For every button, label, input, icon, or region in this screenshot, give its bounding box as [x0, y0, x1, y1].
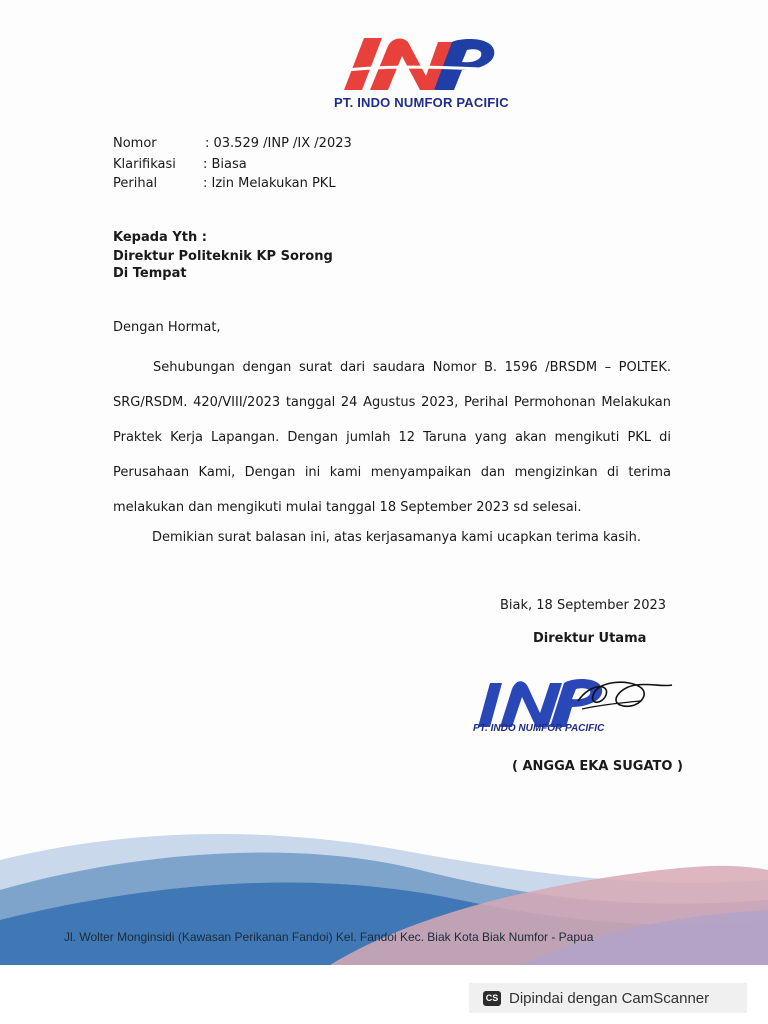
recipient-line-2: Direktur Politeknik KP Sorong [113, 249, 333, 264]
meta-row-klarifikasi [113, 157, 247, 172]
stamp-company-name: PT. INDO NUMFOR PACIFIC [473, 723, 605, 734]
meta-label: Nomor [113, 136, 157, 151]
meta-value: : Izin Melakukan PKL [203, 176, 336, 191]
meta-row-perihal [113, 176, 336, 191]
meta-label: Klarifikasi [113, 157, 176, 172]
meta-value: : 03.529 /INP /IX /2023 [205, 136, 352, 151]
recipient-line-1: Kepada Yth : [113, 230, 207, 245]
signatory-name: ( ANGGA EKA SUGATO ) [512, 759, 683, 774]
body-paragraph: Sehubungan dengan surat dari saudara Nomor B. 1596 /BRSDM – POLTEK. SRG/RSDM. 420/VIII/2023 tanggal 24 Agustus 2023, Perihal Permohonan Melakukan Praktek Kerja Lapangan. Dengan jumlah 12 Taruna yang akan mengikuti PKL di Perusahaan Kami, Dengan ini kami menyampaikan dan mengizinkan di terima melakukan dan mengikuti mulai tanggal 18 September 2023 sd selesai. [113, 360, 671, 515]
camscanner-badge [469, 983, 747, 1013]
meta-label: Perihal [113, 176, 158, 191]
signatory-position: Direktur Utama [533, 631, 647, 646]
meta-row-nomor [113, 136, 352, 151]
meta-value: : Biasa [203, 157, 247, 172]
closing-sentence: Demikian surat balasan ini, atas kerjasamanya kami ucapkan terima kasih. [152, 530, 642, 545]
camscanner-icon: CS [483, 991, 501, 1006]
company-stamp-signature [460, 665, 680, 755]
camscanner-label: Dipindai dengan CamScanner [509, 989, 710, 1007]
salutation: Dengan Hormat, [113, 320, 221, 335]
footer-address: Jl. Wolter Monginsidi (Kawasan Perikanan Fandoi) Kel. Fandoi Kec. Biak Kota Biak Numfor - Papua [64, 930, 594, 944]
recipient-line-3: Di Tempat [113, 266, 187, 281]
company-name: PT. INDO NUMFOR PACIFIC [334, 95, 509, 110]
place-date: Biak, 18 September 2023 [500, 598, 667, 613]
